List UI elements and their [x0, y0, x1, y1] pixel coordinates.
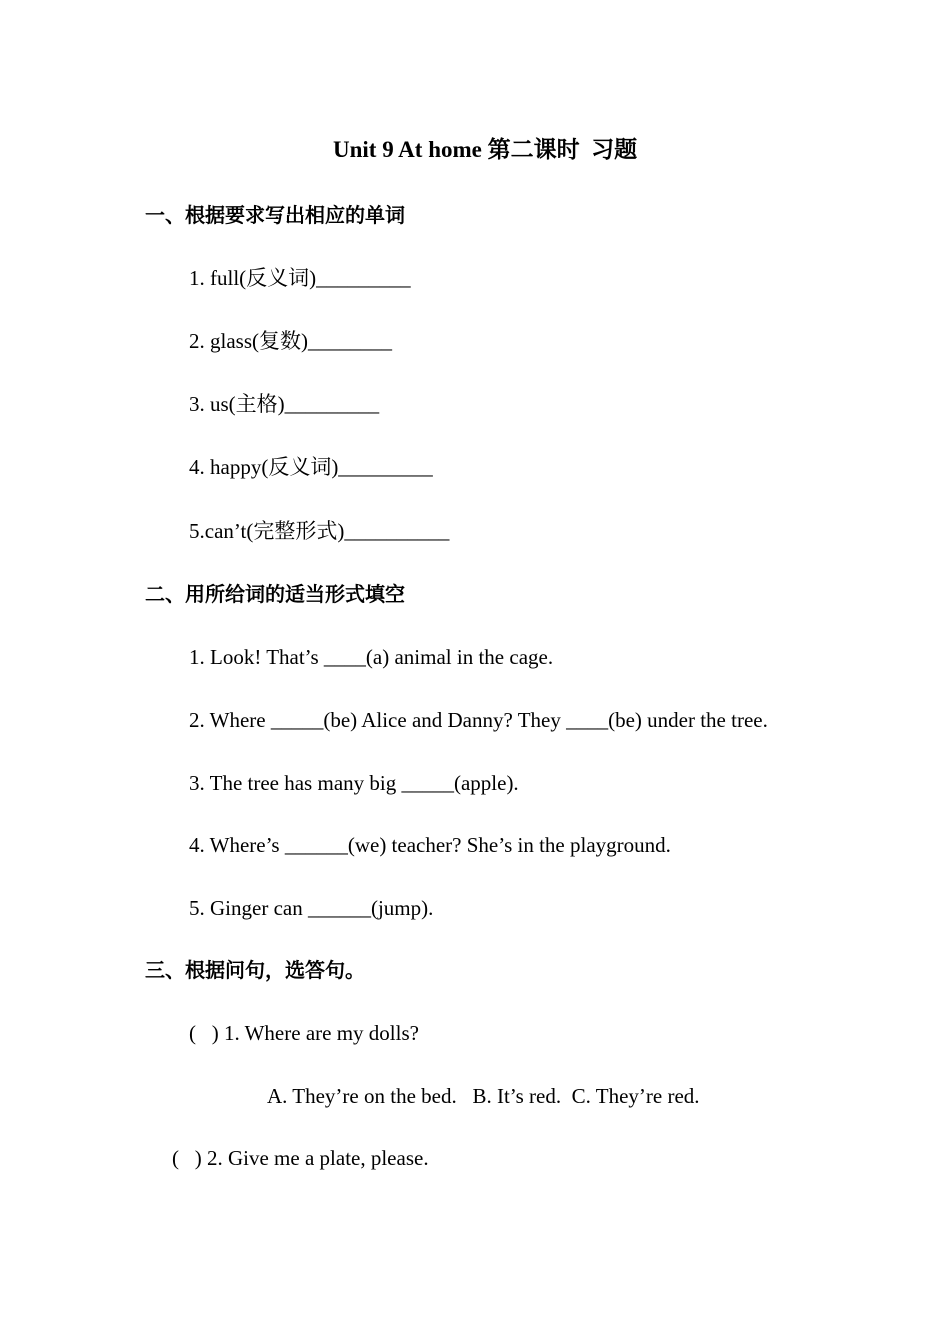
question-2: ( ) 2. Give me a plate, please. — [172, 1146, 429, 1170]
section-1-item: 3. us(主格)_________ — [189, 392, 380, 416]
section-1-item: 1. full(反义词)_________ — [189, 266, 411, 290]
section-3-heading: 三、根据问句，选答句。 — [145, 960, 365, 982]
section-2-item: 1. Look! That’s ____(a) animal in the cage. — [189, 645, 554, 669]
page-title: Unit 9 At home 第二课时 习题 — [333, 137, 638, 162]
question-1: ( ) 1. Where are my dolls? — [189, 1021, 419, 1045]
section-2-item: 3. The tree has many big _____(apple). — [189, 771, 519, 795]
section-1-item: 4. happy(反义词)_________ — [189, 455, 433, 479]
section-1-item: 2. glass(复数)________ — [189, 329, 392, 353]
section-1-item: 5.can’t(完整形式)__________ — [189, 519, 450, 543]
section-2-heading: 二、用所给词的适当形式填空 — [145, 584, 405, 606]
section-2-item: 4. Where’s ______(we) teacher? She’s in the playground. — [189, 833, 671, 857]
section-2-item: 5. Ginger can ______(jump). — [189, 896, 434, 920]
question-1-options: A. They’re on the bed. B. It’s red. C. They’re red. — [267, 1084, 700, 1108]
section-2-item: 2. Where _____(be) Alice and Danny? They ____(be) under the tree. — [189, 708, 768, 732]
section-1-heading: 一、根据要求写出相应的单词 — [145, 205, 405, 227]
